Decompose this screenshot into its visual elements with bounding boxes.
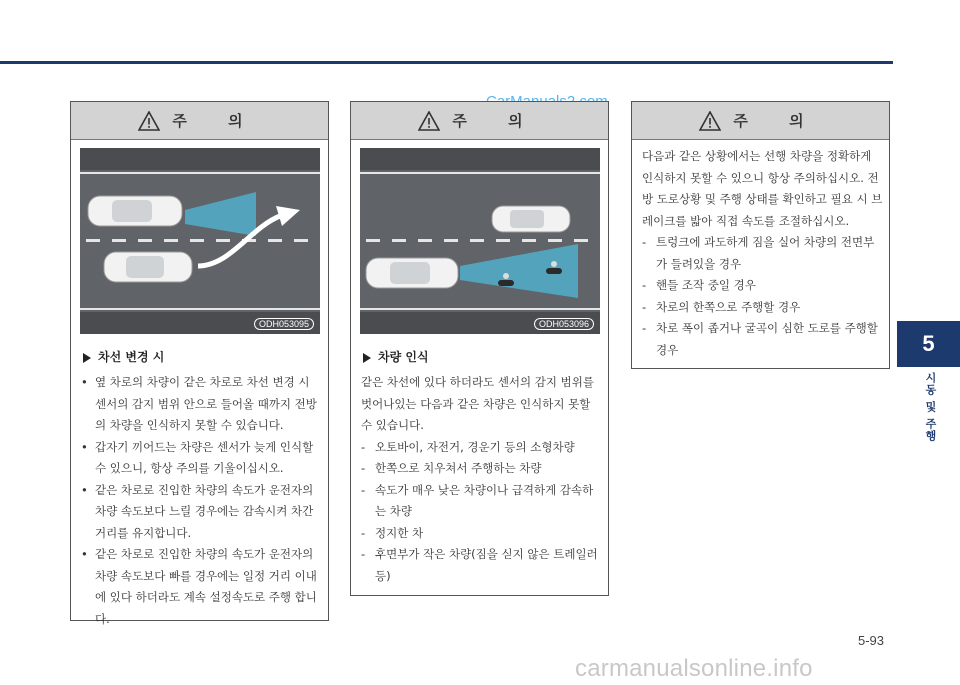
section-heading: [83, 348, 164, 365]
list-item: [642, 297, 884, 319]
dash-mark: -: [361, 461, 366, 475]
figure-code: ODH053095: [254, 318, 314, 330]
page-number: 5-93: [858, 633, 885, 648]
triangle-bullet-icon: [83, 353, 91, 363]
section-heading-text: 차선 변경 시: [98, 350, 165, 364]
warning-icon: [138, 111, 160, 131]
dash-mark: -: [642, 299, 647, 314]
list-item: [361, 523, 601, 545]
dash-mark: -: [642, 321, 647, 335]
item-text: 한쪽으로 치우쳐서 주행하는 차량: [375, 461, 542, 475]
list-item: [361, 458, 601, 480]
lane-change-illustration: [80, 148, 320, 334]
bullet-mark: •: [81, 547, 88, 561]
item-text: 오토바이, 자전거, 경운기 등의 소형차량: [375, 439, 575, 454]
bullet-text: 같은 차로로 진입한 차량의 속도가 운전자의 차량 속도보다 빠를 경우에는 일정 거리 이내에 있다 하더라도 계속 설정속도로 주행 합니다.: [95, 547, 317, 626]
intro-paragraph: 같은 차선에 있다 하더라도 센서의 감지 범위를 벗어나있는 다음과 같은 차량은 인식하지 못할 수 있습니다.: [361, 375, 595, 432]
bullet-text: 옆 차로의 차량이 같은 차로로 차선 변경 시 센서의 감지 범위 안으로 들어올 때까지 전방의 차량을 인식하지 못할 수 있습니다.: [95, 375, 317, 432]
dash-mark: -: [361, 482, 366, 497]
item-text: 후면부가 작은 차량(짐을 싣지 않은 트레일러 등): [375, 547, 598, 583]
list-item: [81, 544, 321, 630]
item-text: 차로 폭이 좁거나 굴곡이 심한 도로를 주행할 경우: [656, 321, 878, 357]
chapter-tab: 5: [897, 321, 960, 367]
dash-mark: -: [361, 547, 366, 561]
item-text: 차로의 한쪽으로 주행할 경우: [656, 299, 801, 314]
list-item: [361, 480, 601, 523]
caution-header: [71, 102, 328, 140]
item-text: 핸들 조작 중일 경우: [656, 278, 756, 292]
warning-icon: [418, 111, 440, 131]
list-item: [642, 232, 884, 275]
list-item: [361, 437, 601, 459]
figure-code: ODH053096: [534, 318, 594, 330]
caution-header: [351, 102, 608, 140]
list-item: [642, 318, 884, 361]
recognition-text: [361, 372, 601, 587]
list-item: [81, 372, 321, 437]
dash-mark: -: [642, 278, 647, 292]
list-item: [81, 437, 321, 480]
header-rule: [0, 61, 893, 64]
caution-box-vehicle-recognition: [350, 101, 609, 596]
dash-mark: -: [642, 235, 647, 249]
item-text: 트렁크에 과도하게 짐을 실어 차량의 전면부가 들려있을 경우: [656, 235, 875, 271]
watermark-bottom: carmanualsonline.info: [575, 655, 813, 682]
caution-text: [642, 146, 884, 361]
bullet-mark: •: [81, 375, 88, 389]
caution-title: 주 의: [172, 112, 261, 130]
bullet-text: 같은 차로로 진입한 차량의 속도가 운전자의 차량 속도보다 느릴 경우에는 감속시켜 차간거리를 유지합니다.: [95, 482, 314, 540]
caution-title: 주 의: [452, 112, 541, 130]
list-item: [361, 544, 601, 587]
bullet-list: [81, 372, 321, 630]
dash-mark: -: [361, 525, 366, 540]
bullet-mark: •: [81, 439, 88, 454]
caution-box-lane-change: [70, 101, 329, 626]
warning-icon: [699, 111, 721, 131]
triangle-bullet-icon: [363, 353, 371, 363]
caution-box-preceding-vehicle: [631, 101, 890, 369]
caution-title: 주 의: [733, 112, 822, 130]
item-text: 속도가 매우 낮은 차량이나 급격하게 감속하는 차량: [375, 482, 594, 518]
item-text: 정지한 차: [375, 525, 424, 540]
list-item: [642, 275, 884, 297]
bullet-mark: •: [81, 482, 88, 497]
bullet-text: 갑자기 끼어드는 차량은 센서가 늦게 인식할 수 있으니, 항상 주의를 기울이십시오.: [95, 439, 314, 475]
dash-mark: -: [361, 439, 366, 454]
vehicle-recognition-illustration: [360, 148, 600, 334]
list-item: [81, 480, 321, 545]
section-heading: [363, 348, 429, 365]
section-heading-text: 차량 인식: [378, 350, 429, 364]
chapter-label: 시동 및 주행: [924, 372, 937, 442]
caution-header: [632, 102, 889, 140]
intro-paragraph: 다음과 같은 상황에서는 선행 차량을 정확하게 인식하지 못할 수 있으니 항상 주의하십시오. 전방 도로상황 및 주행 상태를 확인하고 필요 시 브레이크를 밟아 직접 속도를 조절하십시오.: [642, 149, 883, 228]
